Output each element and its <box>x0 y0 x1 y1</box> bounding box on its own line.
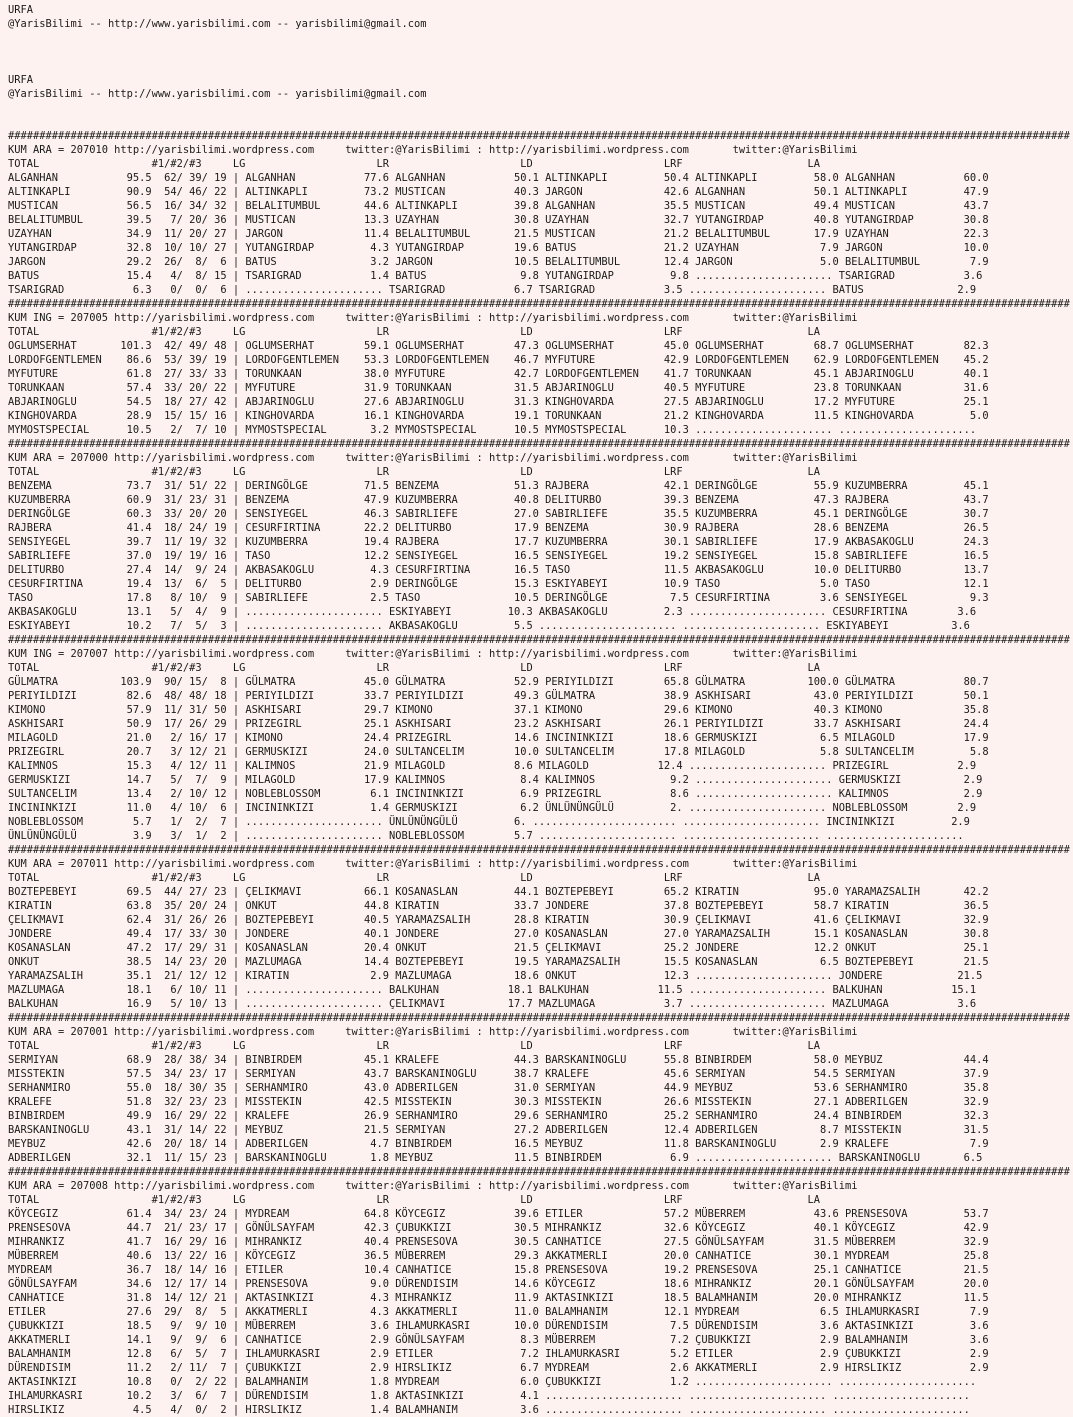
horse-row-line: MEYBUZ 42.6 20/ 18/ 14 | ADBERILGEN 4.7 BINBIRDEM 16.5 MEYBUZ 11.8 BARSKANINOGLU 2.9 KRALEFE 7.9 <box>8 1138 989 1150</box>
horse-row-line: MISSTEKIN 57.5 34/ 23/ 17 | SERMIYAN 43.7 BARSKANINOGLU 38.7 KRALEFE 45.6 SERMIYAN 54.5 SERMIYAN 37.9 <box>8 1068 989 1080</box>
race-header-line: KUM ARA = 207010 http://yarisbilimi.wordpress.com twitter:@YarisBilimi : http://yarisbilimi.wordpress.com twitter:@YarisBilimi <box>8 144 858 156</box>
separator-line: ########################################################################################################################################################################## <box>8 1166 1070 1178</box>
horse-row-line: PRENSESOVA 44.7 21/ 23/ 17 | GÖNÜLSAYFAM 42.3 ÇUBUKKIZI 30.5 MIHRANKIZ 32.6 KÖYCEGIZ 40.1 KÖYCEGIZ 42.9 <box>8 1222 989 1234</box>
separator-line: ########################################################################################################################################################################## <box>8 438 1070 450</box>
horse-row-line: HIRSLIKIZ 4.5 4/ 0/ 2 | HIRSLIKIZ 1.4 BALAMHANIM 3.6 ...................... ...................... ...................... <box>8 1404 970 1416</box>
horse-row-line: IHLAMURKASRI 10.2 3/ 6/ 7 | DÜRENDISIM 1.8 AKTASINKIZI 4.1 ...................... ...................... ...................... <box>8 1390 970 1402</box>
race-stats-document <box>8 3 1070 1417</box>
column-header-line: TOTAL #1/#2/#3 LG LR LD LRF LA <box>8 1040 821 1052</box>
horse-row-line: RAJBERA 41.4 18/ 24/ 19 | CESURFIRTINA 22.2 DELITURBO 17.9 BENZEMA 30.9 RAJBERA 28.6 BENZEMA 26.5 <box>8 522 989 534</box>
horse-row-line: MIHRANKIZ 41.7 16/ 29/ 16 | MIHRANKIZ 40.4 PRENSESOVA 30.5 CANHATICE 27.5 GÖNÜLSAYFAM 31.5 MÜBERREM 32.9 <box>8 1236 989 1248</box>
race-header-line: KUM ARA = 207011 http://yarisbilimi.wordpress.com twitter:@YarisBilimi : http://yarisbilimi.wordpress.com twitter:@YarisBilimi <box>8 858 858 870</box>
horse-row-line: TORUNKAAN 57.4 33/ 20/ 22 | MYFUTURE 31.9 TORUNKAAN 31.5 ABJARINOGLU 40.5 MYFUTURE 23.8 TORUNKAAN 31.6 <box>8 382 989 394</box>
horse-row-line: KINGHOVARDA 28.9 15/ 15/ 16 | KINGHOVARDA 16.1 KINGHOVARDA 19.1 TORUNKAAN 21.2 KINGHOVARDA 11.5 KINGHOVARDA 5.0 <box>8 410 989 422</box>
blank-line <box>8 31 1070 45</box>
column-header-line: TOTAL #1/#2/#3 LG LR LD LRF LA <box>8 1194 821 1206</box>
horse-row-line: ÜNLÜNÜNGÜLÜ 3.9 3/ 1/ 2 | ...................... NOBLEBLOSSOM 5.7 ...................... ...................... ...................... <box>8 830 964 842</box>
horse-row-line: MILAGOLD 21.0 2/ 16/ 17 | KIMONO 24.4 PRIZEGIRL 14.6 INCININKIZI 18.6 GERMUSKIZI 6.5 MILAGOLD 17.9 <box>8 732 989 744</box>
horse-row-line: PRIZEGIRL 20.7 3/ 12/ 21 | GERMUSKIZI 24.0 SULTANCELIM 10.0 SULTANCELIM 17.8 MILAGOLD 5.8 SULTANCELIM 5.8 <box>8 746 989 758</box>
blank-line <box>8 115 1070 129</box>
horse-row-line: BENZEMA 73.7 31/ 51/ 22 | DERINGÖLGE 71.5 BENZEMA 51.3 RAJBERA 42.1 DERINGÖLGE 55.9 KUZUMBERRA 45.1 <box>8 480 989 492</box>
horse-row-line: YUTANGIRDAP 32.8 10/ 10/ 27 | YUTANGIRDAP 4.3 YUTANGIRDAP 19.6 BATUS 21.2 UZAYHAN 7.9 JARGON 10.0 <box>8 242 989 254</box>
horse-row-line: DELITURBO 27.4 14/ 9/ 24 | AKBASAKOGLU 4.3 CESURFIRTINA 16.5 TASO 11.5 AKBASAKOGLU 10.0 DELITURBO 13.7 <box>8 564 989 576</box>
horse-row-line: TSARIGRAD 6.3 0/ 0/ 6 | ...................... TSARIGRAD 6.7 TSARIGRAD 3.5 ...................... BATUS 2.9 <box>8 284 977 296</box>
horse-row-line: DÜRENDISIM 11.2 2/ 11/ 7 | ÇUBUKKIZI 2.9 HIRSLIKIZ 6.7 MYDREAM 2.6 AKKATMERLI 2.9 HIRSLIKIZ 2.9 <box>8 1362 989 1374</box>
horse-row-line: ESKIYABEYI 10.2 7/ 5/ 3 | ...................... AKBASAKOGLU 5.5 ...................... ...................... ESKIYABEYI 3.6 <box>8 620 970 632</box>
horse-row-line: SULTANCELIM 13.4 2/ 10/ 12 | NOBLEBLOSSOM 6.1 INCININKIZI 6.9 PRIZEGIRL 8.6 ...................... KALIMNOS 2.9 <box>8 788 983 800</box>
horse-row-line: KIRATIN 63.8 35/ 20/ 24 | ONKUT 44.8 KIRATIN 33.7 JONDERE 37.8 BOZTEPEBEYI 58.7 KIRATIN 36.5 <box>8 900 989 912</box>
horse-row-line: BALKUHAN 16.9 5/ 10/ 13 | ...................... ÇELIKMAVI 17.7 MAZLUMAGA 3.7 ...................... MAZLUMAGA 3.6 <box>8 998 977 1010</box>
horse-row-line: SENSIYEGEL 39.7 11/ 19/ 32 | KUZUMBERRA 19.4 RAJBERA 17.7 KUZUMBERRA 30.1 SABIRLIEFE 17.9 AKBASAKOGLU 24.3 <box>8 536 989 548</box>
horse-row-line: KOSANASLAN 47.2 17/ 29/ 31 | KOSANASLAN 20.4 ONKUT 21.5 ÇELIKMAVI 25.2 JONDERE 12.2 ONKUT 25.1 <box>8 942 989 954</box>
race-header-line: KUM ARA = 207000 http://yarisbilimi.wordpress.com twitter:@YarisBilimi : http://yarisbilimi.wordpress.com twitter:@YarisBilimi <box>8 452 858 464</box>
separator-line: ########################################################################################################################################################################## <box>8 1012 1070 1024</box>
horse-row-line: SERHANMIRO 55.0 18/ 30/ 35 | SERHANMIRO 43.0 ADBERILGEN 31.0 SERMIYAN 44.9 MEYBUZ 53.6 SERHANMIRO 35.8 <box>8 1082 989 1094</box>
column-header-line: TOTAL #1/#2/#3 LG LR LD LRF LA <box>8 326 821 338</box>
horse-row-line: GERMUSKIZI 14.7 5/ 7/ 9 | MILAGOLD 17.9 KALIMNOS 8.4 KALIMNOS 9.2 ...................... GERMUSKIZI 2.9 <box>8 774 983 786</box>
horse-row-line: KUZUMBERRA 60.9 31/ 23/ 31 | BENZEMA 47.9 KUZUMBERRA 40.8 DELITURBO 39.3 BENZEMA 47.3 RAJBERA 43.7 <box>8 494 989 506</box>
site-header-line: URFA <box>8 4 33 16</box>
race-header-line: KUM ING = 207007 http://yarisbilimi.wordpress.com twitter:@YarisBilimi : http://yarisbilimi.wordpress.com twitter:@YarisBilimi <box>8 648 858 660</box>
race-header-line: KUM ARA = 207001 http://yarisbilimi.wordpress.com twitter:@YarisBilimi : http://yarisbilimi.wordpress.com twitter:@YarisBilimi <box>8 1026 858 1038</box>
horse-row-line: DERINGÖLGE 60.3 33/ 20/ 20 | SENSIYEGEL 46.3 SABIRLIEFE 27.0 SABIRLIEFE 35.5 KUZUMBERRA 45.1 DERINGÖLGE 30.7 <box>8 508 989 520</box>
horse-row-line: KIMONO 57.9 11/ 31/ 50 | ASKHISARI 29.7 KIMONO 37.1 KIMONO 29.6 KIMONO 40.3 KIMONO 35.8 <box>8 704 989 716</box>
horse-row-line: MAZLUMAGA 18.1 6/ 10/ 11 | ...................... BALKUHAN 18.1 BALKUHAN 11.5 ...................... BALKUHAN 15.1 <box>8 984 977 996</box>
horse-row-line: ÇELIKMAVI 62.4 31/ 26/ 26 | BOZTEPEBEYI 40.5 YARAMAZSALIH 28.8 KIRATIN 30.9 ÇELIKMAVI 41.6 ÇELIKMAVI 32.9 <box>8 914 989 926</box>
horse-row-line: ETILER 27.6 29/ 8/ 5 | AKKATMERLI 4.3 AKKATMERLI 11.0 BALAMHANIM 12.1 MYDREAM 6.5 IHLAMURKASRI 7.9 <box>8 1306 989 1318</box>
horse-row-line: ABJARINOGLU 54.5 18/ 27/ 42 | ABJARINOGLU 27.6 ABJARINOGLU 31.3 KINGHOVARDA 27.5 ABJARINOGLU 17.2 MYFUTURE 25.1 <box>8 396 989 408</box>
horse-row-line: KRALEFE 51.8 32/ 23/ 23 | MISSTEKIN 42.5 MISSTEKIN 30.3 MISSTEKIN 26.6 MISSTEKIN 27.1 ADBERILGEN 32.9 <box>8 1096 989 1108</box>
horse-row-line: AKKATMERLI 14.1 9/ 9/ 6 | CANHATICE 2.9 GÖNÜLSAYFAM 8.3 MÜBERREM 7.2 ÇUBUKKIZI 2.9 BALAMHANIM 3.6 <box>8 1334 989 1346</box>
horse-row-line: MYMOSTSPECIAL 10.5 2/ 7/ 10 | MYMOSTSPECIAL 3.2 MYMOSTSPECIAL 10.5 MYMOSTSPECIAL 10.3 ...................... ...................... <box>8 424 977 436</box>
horse-row-line: GÖNÜLSAYFAM 34.6 12/ 17/ 14 | PRENSESOVA 9.0 DÜRENDISIM 14.6 KÖYCEGIZ 18.6 MIHRANKIZ 20.1 GÖNÜLSAYFAM 20.0 <box>8 1278 989 1290</box>
horse-row-line: TASO 17.8 8/ 10/ 9 | SABIRLIEFE 2.5 TASO 10.5 DERINGÖLGE 7.5 CESURFIRTINA 3.6 SENSIYEGEL 9.3 <box>8 592 989 604</box>
column-header-line: TOTAL #1/#2/#3 LG LR LD LRF LA <box>8 158 821 170</box>
horse-row-line: MUSTICAN 56.5 16/ 34/ 32 | BELALITUMBUL 44.6 ALTINKAPLI 39.8 ALGANHAN 35.5 MUSTICAN 49.4 MUSTICAN 43.7 <box>8 200 989 212</box>
separator-line: ########################################################################################################################################################################## <box>8 298 1070 310</box>
race-header-line: KUM ARA = 207008 http://yarisbilimi.wordpress.com twitter:@YarisBilimi : http://yarisbilimi.wordpress.com twitter:@YarisBilimi <box>8 1180 858 1192</box>
horse-row-line: GÜLMATRA 103.9 90/ 15/ 8 | GÜLMATRA 45.0 GÜLMATRA 52.9 PERIYILDIZI 65.8 GÜLMATRA 100.0 GÜLMATRA 80.7 <box>8 676 989 688</box>
separator-line: ########################################################################################################################################################################## <box>8 130 1070 142</box>
horse-row-line: KÖYCEGIZ 61.4 34/ 23/ 24 | MYDREAM 64.8 KÖYCEGIZ 39.6 ETILER 57.2 MÜBERREM 43.6 PRENSESOVA 53.7 <box>8 1208 989 1220</box>
horse-row-line: YARAMAZSALIH 35.1 21/ 12/ 12 | KIRATIN 2.9 MAZLUMAGA 18.6 ONKUT 12.3 ...................... JONDERE 21.5 <box>8 970 983 982</box>
blank-line <box>8 101 1070 115</box>
horse-row-line: MÜBERREM 40.6 13/ 22/ 16 | KÖYCEGIZ 36.5 MÜBERREM 29.3 AKKATMERLI 20.0 CANHATICE 30.1 MYDREAM 25.8 <box>8 1250 989 1262</box>
horse-row-line: AKTASINKIZI 10.8 0/ 2/ 22 | BALAMHANIM 1.8 MYDREAM 6.0 ÇUBUKKIZI 1.2 ...................... ...................... <box>8 1376 977 1388</box>
horse-row-line: OGLUMSERHAT 101.3 42/ 49/ 48 | OGLUMSERHAT 59.1 OGLUMSERHAT 47.3 OGLUMSERHAT 45.0 OGLUMSERHAT 68.7 OGLUMSERHAT 82.3 <box>8 340 989 352</box>
horse-row-line: BELALITUMBUL 39.5 7/ 20/ 36 | MUSTICAN 13.3 UZAYHAN 30.8 UZAYHAN 32.7 YUTANGIRDAP 40.8 YUTANGIRDAP 30.8 <box>8 214 989 226</box>
horse-row-line: JARGON 29.2 26/ 8/ 6 | BATUS 3.2 JARGON 10.5 BELALITUMBUL 12.4 JARGON 5.0 BELALITUMBUL 7.9 <box>8 256 989 268</box>
horse-row-line: SERMIYAN 68.9 28/ 38/ 34 | BINBIRDEM 45.1 KRALEFE 44.3 BARSKANINOGLU 55.8 BINBIRDEM 58.0 MEYBUZ 44.4 <box>8 1054 989 1066</box>
horse-row-line: BATUS 15.4 4/ 8/ 15 | TSARIGRAD 1.4 BATUS 9.8 YUTANGIRDAP 9.8 ...................... TSARIGRAD 3.6 <box>8 270 983 282</box>
site-header-line: @YarisBilimi -- http://www.yarisbilimi.com -- yarisbilimi@gmail.com <box>8 88 427 100</box>
horse-row-line: MYDREAM 36.7 18/ 14/ 16 | ETILER 10.4 CANHATICE 15.8 PRENSESOVA 19.2 PRENSESOVA 25.1 CANHATICE 21.5 <box>8 1264 989 1276</box>
blank-line <box>8 45 1070 59</box>
horse-row-line: KALIMNOS 15.3 4/ 12/ 11 | KALIMNOS 21.9 MILAGOLD 8.6 MILAGOLD 12.4 ...................... PRIZEGIRL 2.9 <box>8 760 977 772</box>
horse-row-line: JONDERE 49.4 17/ 33/ 30 | JONDERE 40.1 JONDERE 27.0 KOSANASLAN 27.0 YARAMAZSALIH 15.1 KOSANASLAN 30.8 <box>8 928 989 940</box>
separator-line: ########################################################################################################################################################################## <box>8 634 1070 646</box>
horse-row-line: CESURFIRTINA 19.4 13/ 6/ 5 | DELITURBO 2.9 DERINGÖLGE 15.3 ESKIYABEYI 10.9 TASO 5.0 TASO 12.1 <box>8 578 989 590</box>
horse-row-line: PERIYILDIZI 82.6 48/ 48/ 18 | PERIYILDIZI 33.7 PERIYILDIZI 49.3 GÜLMATRA 38.9 ASKHISARI 43.0 PERIYILDIZI 50.1 <box>8 690 989 702</box>
horse-row-line: ALTINKAPLI 90.9 54/ 46/ 22 | ALTINKAPLI 73.2 MUSTICAN 40.3 JARGON 42.6 ALGANHAN 50.1 ALTINKAPLI 47.9 <box>8 186 989 198</box>
horse-row-line: BARSKANINOGLU 43.1 31/ 14/ 22 | MEYBUZ 21.5 SERMIYAN 27.2 ADBERILGEN 12.4 ADBERILGEN 8.7 MISSTEKIN 31.5 <box>8 1124 989 1136</box>
horse-row-line: INCININKIZI 11.0 4/ 10/ 6 | INCININKIZI 1.4 GERMUSKIZI 6.2 ÜNLÜNÜNGÜLÜ 2. ...................... NOBLEBLOSSOM 2.9 <box>8 802 977 814</box>
horse-row-line: BOZTEPEBEYI 69.5 44/ 27/ 23 | ÇELIKMAVI 66.1 KOSANASLAN 44.1 BOZTEPEBEYI 65.2 KIRATIN 95.0 YARAMAZSALIH 42.2 <box>8 886 989 898</box>
horse-row-line: ASKHISARI 50.9 17/ 26/ 29 | PRIZEGIRL 25.1 ASKHISARI 23.2 ASKHISARI 26.1 PERIYILDIZI 33.7 ASKHISARI 24.4 <box>8 718 989 730</box>
horse-row-line: BALAMHANIM 12.8 6/ 5/ 7 | IHLAMURKASRI 2.9 ETILER 7.2 IHLAMURKASRI 5.2 ETILER 2.9 ÇUBUKKIZI 2.9 <box>8 1348 989 1360</box>
horse-row-line: CANHATICE 31.8 14/ 12/ 21 | AKTASINKIZI 4.3 MIHRANKIZ 11.9 AKTASINKIZI 18.5 BALAMHANIM 20.0 MIHRANKIZ 11.5 <box>8 1292 989 1304</box>
horse-row-line: ADBERILGEN 32.1 11/ 15/ 23 | BARSKANINOGLU 1.8 MEYBUZ 11.5 BINBIRDEM 6.9 ...................... BARSKANINOGLU 6.5 <box>8 1152 983 1164</box>
horse-row-line: MYFUTURE 61.8 27/ 33/ 33 | TORUNKAAN 38.0 MYFUTURE 42.7 LORDOFGENTLEMEN 41.7 TORUNKAAN 45.1 ABJARINOGLU 40.1 <box>8 368 989 380</box>
race-header-line: KUM ING = 207005 http://yarisbilimi.wordpress.com twitter:@YarisBilimi : http://yarisbilimi.wordpress.com twitter:@YarisBilimi <box>8 312 858 324</box>
horse-row-line: ÇUBUKKIZI 18.5 9/ 9/ 10 | MÜBERREM 3.6 IHLAMURKASRI 10.0 DÜRENDISIM 7.5 DÜRENDISIM 3.6 AKTASINKIZI 3.6 <box>8 1320 989 1332</box>
site-header-line: @YarisBilimi -- http://www.yarisbilimi.com -- yarisbilimi@gmail.com <box>8 18 427 30</box>
horse-row-line: ONKUT 38.5 14/ 23/ 20 | MAZLUMAGA 14.4 BOZTEPEBEYI 19.5 YARAMAZSALIH 15.5 KOSANASLAN 6.5 BOZTEPEBEYI 21.5 <box>8 956 989 968</box>
horse-row-line: ALGANHAN 95.5 62/ 39/ 19 | ALGANHAN 77.6 ALGANHAN 50.1 ALTINKAPLI 50.4 ALTINKAPLI 58.0 ALGANHAN 60.0 <box>8 172 989 184</box>
horse-row-line: SABIRLIEFE 37.0 19/ 19/ 16 | TASO 12.2 SENSIYEGEL 16.5 SENSIYEGEL 19.2 SENSIYEGEL 15.8 SABIRLIEFE 16.5 <box>8 550 989 562</box>
horse-row-line: BINBIRDEM 49.9 16/ 29/ 22 | KRALEFE 26.9 SERHANMIRO 29.6 SERHANMIRO 25.2 SERHANMIRO 24.4 BINBIRDEM 32.3 <box>8 1110 989 1122</box>
horse-row-line: AKBASAKOGLU 13.1 5/ 4/ 9 | ...................... ESKIYABEYI 10.3 AKBASAKOGLU 2.3 ...................... CESURFIRTINA 3.6 <box>8 606 977 618</box>
blank-line <box>8 59 1070 73</box>
column-header-line: TOTAL #1/#2/#3 LG LR LD LRF LA <box>8 662 821 674</box>
horse-row-line: NOBLEBLOSSOM 5.7 1/ 2/ 7 | ...................... ÜNLÜNÜNGÜLÜ 6. ....................... ...................... INCININKIZI 2.9 <box>8 816 970 828</box>
column-header-line: TOTAL #1/#2/#3 LG LR LD LRF LA <box>8 872 821 884</box>
site-header-line: URFA <box>8 74 33 86</box>
separator-line: ########################################################################################################################################################################## <box>8 844 1070 856</box>
column-header-line: TOTAL #1/#2/#3 LG LR LD LRF LA <box>8 466 821 478</box>
horse-row-line: LORDOFGENTLEMEN 86.6 53/ 39/ 19 | LORDOFGENTLEMEN 53.3 LORDOFGENTLEMEN 46.7 MYFUTURE 42.9 LORDOFGENTLEMEN 62.9 LORDOFGENTLEMEN 45.2 <box>8 354 989 366</box>
horse-row-line: UZAYHAN 34.9 11/ 20/ 27 | JARGON 11.4 BELALITUMBUL 21.5 MUSTICAN 21.2 BELALITUMBUL 17.9 UZAYHAN 22.3 <box>8 228 989 240</box>
